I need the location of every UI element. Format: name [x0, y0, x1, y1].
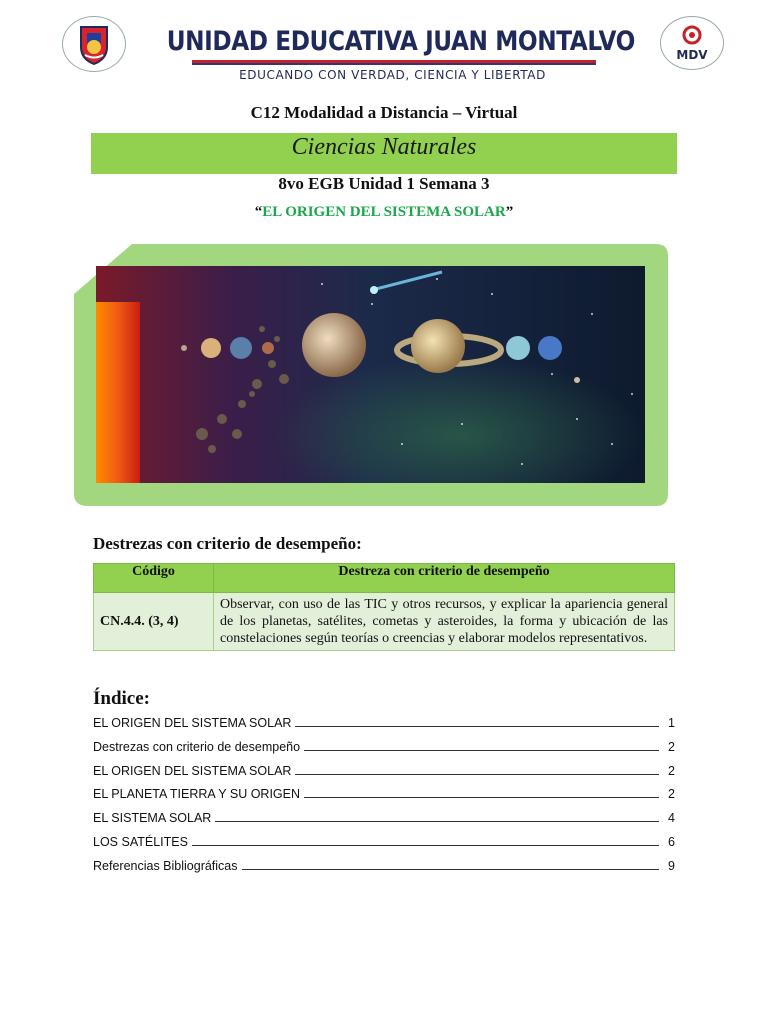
- toc-entry-label: EL SISTEMA SOLAR: [93, 811, 212, 826]
- topic-title: [0, 204, 768, 221]
- open-quote: “: [254, 204, 263, 220]
- table-header-row: [94, 564, 675, 593]
- close-quote: ”: [505, 204, 514, 220]
- toc-entry-label: Referencias Bibliográficas: [93, 858, 238, 873]
- earth: [230, 337, 252, 359]
- header-rule-secondary: [192, 63, 596, 65]
- neptune: [538, 336, 562, 360]
- description-cell: Observar, con uso de las TIC y otros recursos, y explicar la apariencia general de los planetas, satélites, cometas y asteroides, la forma y ubicación de las constelaciones según teorías o creencias y elaborar modelos representativos.: [214, 593, 675, 651]
- school-motto: EDUCANDO CON VERDAD, CIENCIA Y LIBERTAD: [239, 68, 546, 82]
- saturn: [411, 319, 465, 373]
- solar-system-image-frame: [72, 244, 668, 506]
- toc-entry-page: 1: [668, 716, 675, 730]
- toc-entry[interactable]: [93, 859, 675, 883]
- index-heading: Índice:: [93, 688, 150, 709]
- toc-leader: [215, 821, 659, 822]
- toc-leader: [242, 869, 659, 870]
- toc-entry-label: LOS SATÉLITES: [93, 834, 188, 849]
- column-header-codigo: Código: [94, 564, 214, 593]
- comet-head: [370, 286, 378, 294]
- toc-entry[interactable]: [93, 716, 675, 740]
- pluto: [574, 377, 580, 383]
- destrezas-heading: Destrezas con criterio de desempeño:: [93, 534, 362, 553]
- toc-entry-page: 2: [668, 739, 675, 754]
- toc-entry-page: 2: [668, 787, 675, 802]
- school-name: UNIDAD EDUCATIVA JUAN MONTALVO: [166, 26, 635, 57]
- toc-leader: [304, 750, 659, 751]
- toc-entry-label: Destrezas con criterio de desempeño: [93, 739, 301, 754]
- toc-entry-page: 6: [668, 834, 675, 849]
- toc-entry-page: 2: [668, 763, 675, 778]
- table-of-contents: [93, 716, 675, 883]
- toc-leader: [192, 845, 659, 846]
- subject-title: Ciencias Naturales: [291, 134, 477, 160]
- modalidad-line: C12 Modalidad a Distancia – Virtual: [250, 103, 518, 122]
- venus: [201, 338, 221, 358]
- mercury: [181, 345, 187, 351]
- toc-entry[interactable]: [93, 787, 675, 811]
- destrezas-table: [93, 563, 675, 651]
- topic-title-text: EL ORIGEN DEL SISTEMA SOLAR: [262, 204, 506, 220]
- toc-entry-label: EL ORIGEN DEL SISTEMA SOLAR: [93, 763, 292, 778]
- toc-entry[interactable]: [93, 835, 675, 859]
- toc-entry[interactable]: [93, 740, 675, 764]
- code-cell: CN.4.4. (3, 4): [94, 593, 214, 651]
- toc-leader: [295, 726, 659, 727]
- mdv-logo: [660, 16, 724, 70]
- jupiter: [302, 313, 366, 377]
- toc-entry[interactable]: [93, 764, 675, 788]
- column-header-destreza: Destreza con criterio de desempeño: [214, 564, 675, 593]
- uranus: [506, 336, 530, 360]
- mars: [262, 342, 274, 354]
- sun: [96, 302, 140, 483]
- toc-leader: [295, 774, 659, 775]
- toc-entry-label: EL PLANETA TIERRA Y SU ORIGEN: [93, 787, 301, 802]
- toc-entry-page: 9: [668, 858, 675, 873]
- table-row: [94, 593, 675, 651]
- mdv-logo-text: MDV: [676, 48, 708, 62]
- toc-entry-page: 4: [668, 811, 675, 826]
- toc-entry[interactable]: [93, 811, 675, 835]
- toc-entry-label: EL ORIGEN DEL SISTEMA SOLAR: [93, 716, 292, 730]
- unit-line: 8vo EGB Unidad 1 Semana 3: [278, 174, 490, 193]
- school-crest-logo: [62, 16, 126, 72]
- subject-banner: [91, 133, 677, 174]
- toc-leader: [304, 797, 659, 798]
- solar-system-illustration: [72, 244, 668, 506]
